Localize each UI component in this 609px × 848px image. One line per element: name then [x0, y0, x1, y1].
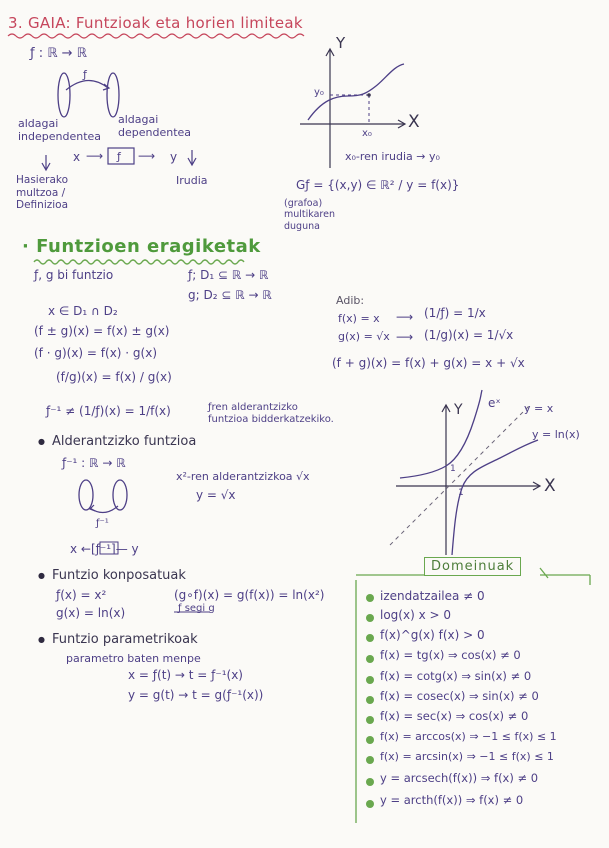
domain-dot [366, 634, 374, 642]
domain-item: izendatzailea ≠ 0 [380, 589, 485, 603]
domain-item: f(x) = sec(x) ⇒ cos(x) ≠ 0 [380, 709, 529, 723]
domain-dot [366, 594, 374, 602]
domains-heading: Domeinuak [424, 557, 521, 576]
dependent-variable-label: aldagai dependentea [118, 113, 192, 139]
flow-y: y [170, 150, 178, 164]
graph1-x-axis-label: X [408, 112, 420, 132]
example-g: g(x) = √x [338, 330, 390, 343]
composite-g: g(x) = ln(x) [56, 606, 126, 620]
flow-arrow-2: ⟶ [138, 149, 156, 163]
domain-item: y = arcth(f(x)) ⇒ f(x) ≠ 0 [380, 793, 524, 807]
identity-line [390, 405, 530, 545]
domain-d1: ƒ; D₁ ⊆ ℝ → ℝ [188, 268, 269, 282]
flow-arrow-1: ⟶ [86, 149, 104, 163]
inverse-f-label: ƒ⁻¹ [96, 518, 109, 529]
f-box [108, 148, 134, 164]
graph2-exp-label: eˣ [488, 396, 501, 410]
domain-dot [366, 614, 374, 622]
example-f-result: (1/ƒ) = 1/x [424, 306, 486, 320]
inverse-not-reciprocal: ƒ⁻¹ ≠ (1/ƒ)(x) = 1/f(x) [46, 404, 171, 418]
domain-dot [366, 736, 374, 744]
composite-note: ƒ segi g [178, 603, 215, 614]
mapping-arrow [66, 80, 108, 90]
flow-x: x [73, 150, 81, 164]
inverse-of-square: x²-ren alderantzizkoa √x [176, 470, 310, 483]
sum-rule: (f ± g)(x) = f(x) ± g(x) [34, 324, 170, 338]
quotient-rule: (f/g)(x) = f(x) / g(x) [56, 370, 172, 384]
down-arrow-left [42, 155, 50, 170]
graph2-tick-one-y: 1 [450, 464, 456, 474]
fg-two-functions: ƒ, g bi funtzio [34, 268, 114, 282]
domain-dot [366, 778, 374, 786]
image-label: Irudia [176, 174, 208, 187]
domain-item: y = arcsech(f(x)) ⇒ f(x) ≠ 0 [380, 771, 539, 785]
domain-d2: g; D₂ ⊆ ℝ → ℝ [188, 288, 272, 302]
function-mapping: ƒ : ℝ → ℝ [30, 46, 87, 61]
graph1-x0: x₀ [362, 128, 372, 139]
domain-intersection: x ∈ D₁ ∩ D₂ [48, 304, 118, 318]
parametric-heading: ● Funtzio parametrikoak [52, 632, 198, 648]
graph2-identity-label: y = x [524, 402, 554, 415]
inverse-note: ƒren alderantzizko funtzioa bidderkatzekiko. [208, 402, 334, 425]
example-heading: Adib: [336, 294, 365, 307]
page-title: 3. GAIA: Funtzioak eta horien limiteak [8, 14, 303, 32]
domain-dot [366, 696, 374, 704]
composite-definition: (g∘f)(x) = g(f(x)) = ln(x²) [174, 588, 325, 602]
flow-f: ƒ [117, 150, 121, 163]
product-rule: (f · g)(x) = f(x) · g(x) [34, 346, 158, 360]
graph2-ln-label: y = ln(x) [532, 428, 580, 441]
independent-variable-label: aldagai independentea [18, 117, 102, 143]
example-sum: (f + g)(x) = f(x) + g(x) = x + √x [332, 356, 525, 370]
domain-item: f(x) = arccos(x) ⇒ −1 ≤ f(x) ≤ 1 [380, 730, 557, 743]
domain-item: f(x) = arcsin(x) ⇒ −1 ≤ f(x) ≤ 1 [380, 750, 554, 763]
composite-f: ƒ(x) = x² [56, 588, 107, 602]
graph-set-note: (grafoa) multikaren duguna [284, 198, 335, 232]
domain-dot [366, 800, 374, 808]
parametric-line1: x = ƒ(t) → t = ƒ⁻¹(x) [128, 668, 243, 682]
graph1-y0: y₀ [314, 87, 324, 98]
example-arrow-1: ⟶ [396, 310, 414, 324]
domain-item: f(x) = tg(x) ⇒ cos(x) ≠ 0 [380, 648, 521, 662]
graph2-tick-one-x: 1 [458, 488, 464, 498]
mapping-f-label: ƒ [83, 68, 87, 81]
composite-heading: ● Funtzio konposatuak [52, 568, 186, 584]
graph-set-definition: Gƒ = {(x,y) ∈ ℝ² / y = f(x)} [296, 178, 460, 192]
graph1-y-axis-label: Y [336, 34, 346, 52]
domain-item: f(x)^g(x) f(x) > 0 [380, 628, 485, 642]
title-underline [8, 34, 304, 38]
parametric-line2: y = g(t) → t = g(ƒ⁻¹(x)) [128, 688, 264, 702]
graph2-y-axis-label: Y [454, 402, 463, 418]
domain-oval [58, 73, 70, 117]
graph1-note: x₀-ren irudia → y₀ [345, 150, 440, 163]
operations-heading: · Funtzioen eragiketak [22, 236, 261, 257]
domain-item: f(x) = cotg(x) ⇒ sin(x) ≠ 0 [380, 669, 532, 683]
example-g-result: (1/g)(x) = 1/√x [424, 328, 514, 342]
inverse-map: ƒ⁻¹ : ℝ → ℝ [62, 456, 126, 470]
ln-curve [452, 440, 538, 555]
domain-dot [366, 676, 374, 684]
codomain-oval [107, 73, 119, 117]
graph2-x-axis-label: X [544, 476, 556, 496]
down-arrow-right [188, 150, 196, 165]
example-f: f(x) = x [338, 312, 380, 325]
y-equals-root-x: y = √x [196, 488, 236, 502]
domain-item: f(x) = cosec(x) ⇒ sin(x) ≠ 0 [380, 689, 539, 703]
heading-underline [34, 260, 244, 264]
domain-item: log(x) x > 0 [380, 608, 451, 622]
domain-dot [366, 756, 374, 764]
example-arrow-2: ⟶ [396, 330, 414, 344]
domain-dot [366, 655, 374, 663]
domain-dot [366, 716, 374, 724]
inverse-heading: ● Alderantzizko funtzioa [52, 434, 196, 450]
origin-set-label: Hasierako multzoa / Definizioa [16, 174, 69, 212]
inverse-flow: x ←[ƒ⁻¹]— y [70, 542, 139, 556]
parametric-sub: parametro baten menpe [66, 652, 201, 665]
